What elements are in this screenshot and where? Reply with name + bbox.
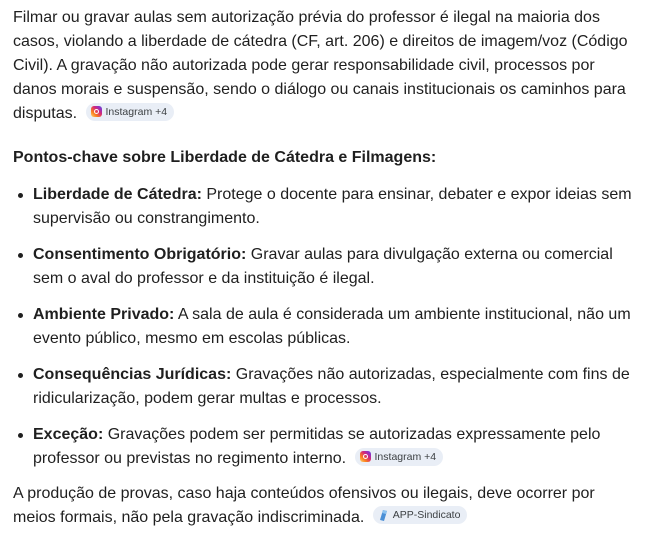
app-sindicato-icon [378, 509, 389, 521]
list-item [33, 303, 639, 351]
point-text: Gravações podem ser permitidas se autorizadas expressamente pelo professor ou previstas no regimento interno. [33, 426, 601, 467]
intro-paragraph [13, 6, 633, 126]
source-chip-label: Instagram +4 [105, 105, 168, 118]
source-chip-app-sindicato[interactable] [373, 506, 468, 524]
point-text: Protege o docente para ensinar, debater e expor ideias sem supervisão ou constrangimento. [33, 186, 632, 227]
key-points-list [13, 183, 639, 471]
point-title: Exceção: [33, 426, 104, 443]
intro-text: Filmar ou gravar aulas sem autorização prévia do professor é ilegal na maioria dos casos, violando a liberdade de cátedra (CF, art. 206) e direitos de imagem/voz (Código Civil). A gravação não autorizada pode gerar responsabilidade civil, processos por danos morais e suspensão, sendo o diálogo ou canais institucionais os caminhos para disputas. [13, 9, 628, 122]
point-text: A sala de aula é considerada um ambiente institucional, não um evento público, mesmo em escolas públicas. [33, 306, 631, 347]
outro-paragraph [13, 482, 639, 530]
point-text: Gravações não autorizadas, especialmente com fins de ridicularização, podem gerar multas e processos. [33, 366, 630, 407]
point-title: Consentimento Obrigatório: [33, 246, 247, 263]
section-heading: Pontos-chave sobre Liberdade de Cátedra e Filmagens: [13, 149, 437, 166]
instagram-icon [91, 106, 102, 117]
list-item [33, 243, 639, 291]
instagram-icon [360, 451, 371, 462]
point-title: Ambiente Privado: [33, 306, 175, 323]
source-chip-label: APP-Sindicato [392, 509, 461, 521]
source-chip-instagram[interactable] [86, 103, 175, 121]
list-item [33, 183, 639, 231]
point-text: Gravar aulas para divulgação externa ou comercial sem o aval do professor e da instituição é ilegal. [33, 246, 613, 287]
outro-text: A produção de provas, caso haja conteúdos ofensivos ou ilegais, deve ocorrer por meios formais, não pela gravação indiscriminada. [13, 485, 595, 526]
point-title: Consequências Jurídicas: [33, 366, 232, 383]
source-chip-label: Instagram +4 [374, 450, 437, 463]
list-item [33, 363, 639, 411]
source-chip-instagram[interactable] [355, 448, 444, 466]
point-title: Liberdade de Cátedra: [33, 186, 202, 203]
list-item [33, 423, 639, 471]
